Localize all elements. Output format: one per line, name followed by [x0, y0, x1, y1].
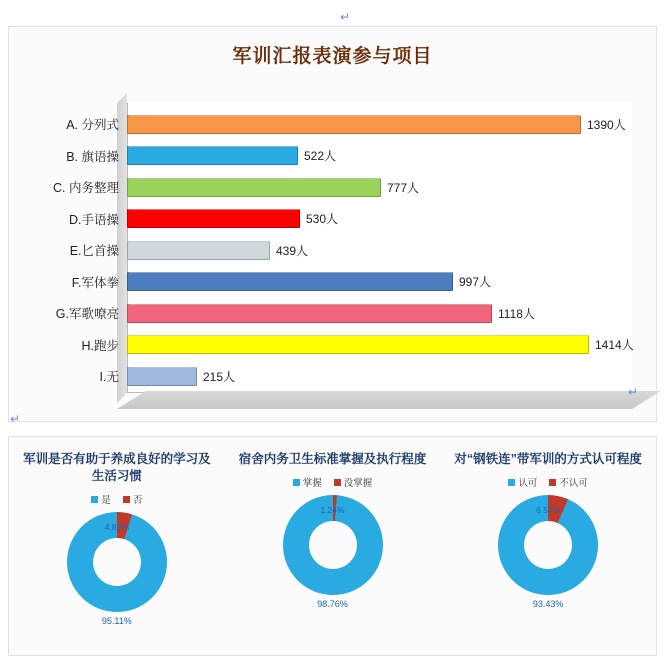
bar-value-label: 215人 — [203, 369, 236, 384]
legend-label: 掌握 — [302, 478, 322, 489]
donut-1-minor-label: 4.89% — [104, 522, 129, 532]
donut-3-major-label: 93.43% — [532, 599, 564, 609]
bar-row — [81, 330, 634, 360]
paragraph-mark-right: ↵ — [627, 385, 638, 399]
bar-row — [66, 141, 337, 171]
bar[interactable] — [127, 146, 298, 165]
bar[interactable] — [127, 335, 589, 354]
legend-swatch-icon — [508, 479, 515, 486]
legend-label: 认可 — [518, 478, 538, 489]
legend-label: 是 — [101, 495, 111, 506]
donut-3-legend — [440, 475, 656, 489]
donut-charts-panel[interactable] — [8, 436, 657, 656]
legend-swatch-icon — [549, 479, 556, 486]
bar[interactable] — [127, 367, 197, 386]
bar-value-label: 777人 — [387, 180, 420, 195]
bar-category-label: G.军歌嘹亮 — [55, 307, 119, 321]
bar-category-label: D.手语操 — [68, 212, 119, 227]
bar-rows — [53, 103, 634, 393]
donut-1-major-label: 95.11% — [101, 616, 132, 626]
donut-2-title: 宿舍内务卫生标准掌握及执行程度 — [238, 452, 427, 466]
bar-category-label: F.军体拳 — [71, 275, 119, 290]
legend-item — [293, 475, 322, 489]
bar[interactable] — [127, 272, 453, 291]
legend-swatch-icon — [91, 496, 98, 503]
donut-1-graphic — [67, 512, 167, 626]
donut-2-major-label: 98.76% — [317, 599, 348, 609]
legend-swatch-icon — [123, 496, 130, 503]
legend-item — [123, 492, 143, 506]
bar-row — [71, 267, 492, 297]
bar[interactable] — [127, 241, 270, 260]
bar-value-label: 997人 — [459, 275, 492, 289]
bar-category-label: E.匕首操 — [69, 244, 119, 258]
legend-swatch-icon — [334, 479, 341, 486]
legend-label: 否 — [132, 495, 143, 506]
legend-label: 不认可 — [559, 478, 588, 489]
donut-3-graphic — [498, 495, 598, 609]
paragraph-mark-top: ↵ — [340, 10, 351, 24]
bar[interactable] — [127, 304, 492, 323]
donut-2-minor-label: 1.24% — [320, 505, 345, 515]
plot-floor — [117, 391, 661, 409]
donut-hole — [524, 521, 572, 569]
legend-label: 没掌握 — [343, 478, 373, 489]
bar-category-label: A. 分列式 — [66, 118, 119, 132]
bar[interactable] — [127, 115, 581, 134]
bar[interactable] — [127, 178, 381, 197]
donut-3-minor-label: 6.57% — [536, 505, 561, 515]
donut-1-title: 军训是否有助于养成良好的学习及生活习惯 — [23, 452, 211, 483]
bar-value-label: 1118人 — [498, 306, 535, 321]
bar-value-label: 1414人 — [595, 338, 634, 352]
bar-row — [66, 109, 626, 139]
bar-value-label: 439人 — [276, 243, 309, 258]
bar-value-label: 1390人 — [587, 117, 626, 132]
bar-value-label: 530人 — [306, 212, 339, 226]
bar-category-label: I.无 — [99, 370, 119, 384]
legend-item — [549, 475, 588, 489]
legend-swatch-icon — [293, 479, 300, 486]
donut-hole — [309, 521, 357, 569]
bar-category-label: B. 旗语操 — [66, 149, 119, 164]
bar[interactable] — [127, 209, 300, 228]
bar-row — [53, 172, 420, 202]
donut-hole — [93, 538, 141, 586]
bar-category-label: C. 内务整理 — [53, 181, 119, 195]
donut-3-title: 对“钢铁连”带军训的方式认可程度 — [454, 452, 642, 466]
donut-chart-1[interactable] — [9, 437, 225, 655]
legend-item — [508, 475, 537, 489]
donut-chart-2[interactable] — [225, 437, 441, 655]
bar-row — [68, 204, 339, 234]
bar-category-label: H.跑步 — [81, 338, 119, 353]
donut-2-graphic — [283, 495, 383, 609]
donut-2-legend — [225, 475, 441, 489]
bar-value-label: 522人 — [304, 149, 337, 163]
legend-item — [334, 475, 373, 489]
bar-chart-title: 军训汇报表演参与项目 — [232, 46, 433, 67]
legend-item — [91, 492, 111, 506]
bar-chart-panel[interactable] — [8, 26, 657, 422]
bar-row — [99, 361, 236, 391]
bar-row — [69, 235, 309, 265]
bar-row — [55, 298, 535, 328]
bar-chart-plot-area — [53, 103, 634, 393]
donut-chart-3[interactable] — [440, 437, 656, 655]
paragraph-mark-left: ↵ — [10, 412, 21, 426]
donut-1-legend — [9, 492, 225, 506]
